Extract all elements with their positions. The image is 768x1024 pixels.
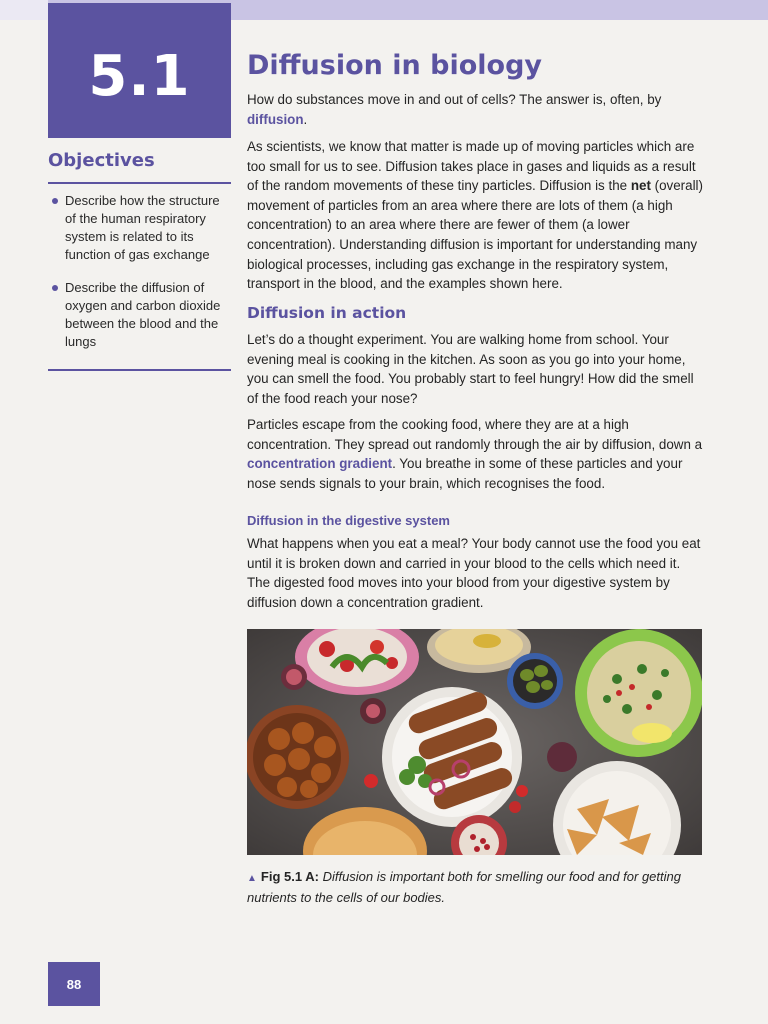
p1-text-a: As scientists, we know that matter is made up of moving particles which are too small for us to see. Diffusion takes place in gases and liquids as a result of the random movements of these tiny particles. Diffusion is the (247, 139, 696, 194)
page-number: 88 (48, 962, 100, 1006)
figure-caption: ▲ Fig 5.1 A: Diffusion is important both for smelling our food and for getting nutrients to the cells of our bodies. (247, 869, 681, 905)
food-photo (247, 629, 702, 855)
paragraph-particles (247, 415, 705, 493)
heading-digestive-system: Diffusion in the digestive system (247, 513, 450, 528)
heading-diffusion-in-action: Diffusion in action (247, 304, 407, 322)
food-photo-illustration (247, 629, 702, 855)
p1-bold-net: net (630, 178, 651, 194)
intro-paragraph (247, 90, 705, 129)
top-band-margin (0, 0, 48, 20)
objective-item: Describe the diffusion of oxygen and carbon dioxide between the blood and the lungs (48, 279, 234, 351)
objectives-list (48, 192, 234, 366)
keyword-diffusion: diffusion (247, 111, 304, 127)
p1-text-b: (overall) movement of particles from an area where there are lots of them (a high concentration) to an area where there are fewer of them (a lower concentration). Understanding diffusion is important for understanding many biological processes, including gas exchange in the respiratory system, transport in the blood, and the examples shown here. (247, 178, 703, 292)
p3-text-b: . You breathe in some of these particles and your nose sends signals to your brain, which recognises the food. (247, 456, 683, 491)
page-title: Diffusion in biology (247, 50, 542, 81)
p3-text-a: Particles escape from the cooking food, where they are at a high concentration. They spread out randomly through the air by diffusion, down a (247, 417, 703, 452)
paragraph-matter (247, 137, 705, 294)
section-number: 5.1 (48, 3, 231, 138)
paragraph-digestive: What happens when you eat a meal? Your body cannot use the food you eat until it is broken down and carried in your blood to the cells which need it. The digested food moves into your blood from your digestive system by diffusion down a concentration gradient. (247, 536, 701, 610)
triangle-icon: ▲ (247, 873, 257, 884)
paragraph-thought-experiment: Let’s do a thought experiment. You are walking home from school. Your evening meal is cooking in the kitchen. As soon as you go into your home, you can smell the food. You probably start to feel hungry! How did the smell of the food reach your nose? (247, 332, 694, 406)
figure-label: Fig 5.1 A (260, 869, 315, 884)
intro-text: How do substances move in and out of cells? The answer is, often, by (247, 92, 662, 107)
figure-caption-text: Diffusion is important both for smelling our food and for getting nutrients to the cells of our bodies. (247, 869, 681, 905)
objectives-top-rule (48, 182, 231, 184)
keyword-concentration-gradient: concentration gradient (247, 456, 393, 472)
objective-item: Describe how the structure of the human respiratory system is related to its function of gas exchange (48, 192, 234, 264)
objectives-title: Objectives (48, 150, 155, 171)
intro-end: . (303, 111, 308, 127)
objectives-bottom-rule (48, 369, 231, 371)
